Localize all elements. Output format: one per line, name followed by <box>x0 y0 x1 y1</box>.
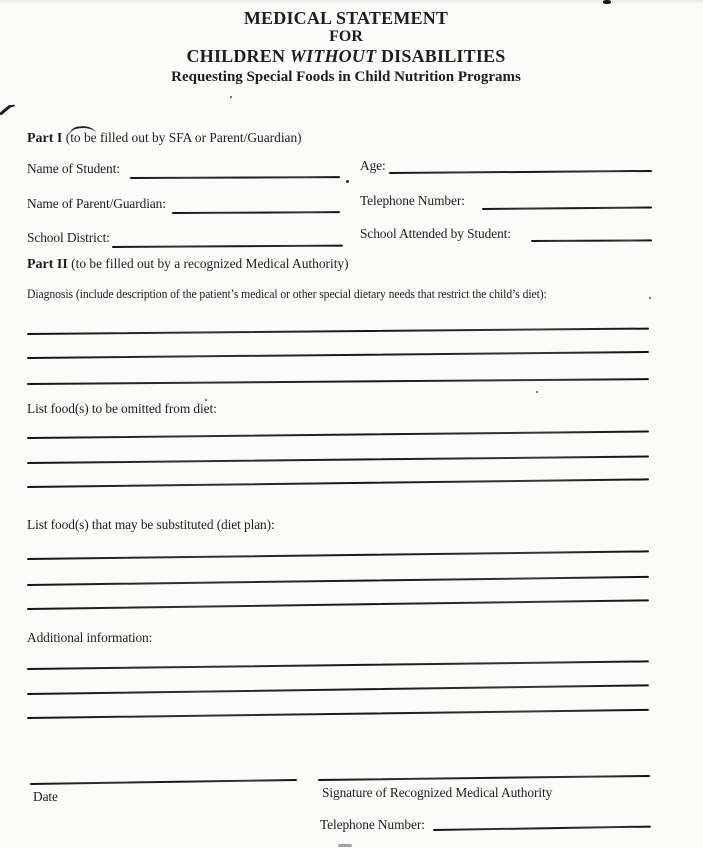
scan-edge-shadow <box>0 0 703 4</box>
field-label-signature: Signature of Recognized Medical Authority <box>322 785 553 800</box>
blank-line-foods-omitted-3 <box>27 478 649 488</box>
blank-line-additional-info-3 <box>27 709 649 719</box>
scan-speck <box>649 297 651 299</box>
blank-line-school-district <box>112 245 343 248</box>
section-label-additional-information: Additional information: <box>27 630 153 645</box>
field-label-name-of-student: Name of Student: <box>27 161 120 176</box>
scan-speck <box>536 391 538 393</box>
field-label-telephone-number: Telephone Number: <box>360 193 465 208</box>
scan-smudge <box>338 844 352 847</box>
blank-line-foods-substituted-1 <box>27 550 649 560</box>
part1-heading <box>27 130 302 147</box>
form-title-line3 <box>0 46 692 66</box>
blank-line-telephone-number <box>482 207 652 210</box>
blank-line-date <box>30 779 297 785</box>
form-title-line2: FOR <box>329 28 363 45</box>
form-subtitle: Requesting Special Foods in Child Nutrition Programs <box>171 69 521 85</box>
blank-line-diagnosis-2 <box>27 351 649 359</box>
field-label-name-of-parent-guardian: Name of Parent/Guardian: <box>27 196 166 211</box>
scan-artifact-dot <box>603 0 611 4</box>
field-label-school-attended: School Attended by Student: <box>360 226 511 241</box>
section-label-foods-omitted: List food(s) to be omitted from diet: <box>27 401 217 416</box>
blank-line-age <box>389 170 652 174</box>
title-line3-suffix: DISABILITIES <box>376 46 506 66</box>
blank-line-footer-telephone <box>433 826 651 831</box>
part1-heading-note: (to be filled out by SFA or Parent/Guardian) <box>62 130 302 145</box>
blank-line-school-attended <box>531 239 652 242</box>
part2-heading <box>27 256 349 273</box>
section-label-diagnosis: Diagnosis (include description of the patient’s medical or other special dietary needs that restrict the child’s diet): <box>27 287 547 301</box>
form-title-line1: MEDICAL STATEMENT <box>243 8 449 28</box>
blank-line-foods-omitted-1 <box>27 430 649 439</box>
section-label-foods-substituted: List food(s) that may be substituted (diet plan): <box>27 517 275 532</box>
part2-heading-note: (to be filled out by a recognized Medical Authority) <box>67 256 349 271</box>
field-label-date: Date <box>33 789 58 804</box>
part2-heading-label: Part II <box>27 257 68 272</box>
blank-line-foods-substituted-3 <box>27 599 649 610</box>
blank-line-additional-info-1 <box>27 660 649 670</box>
blank-line-foods-omitted-2 <box>27 455 649 464</box>
scan-speck <box>230 96 232 98</box>
blank-line-additional-info-2 <box>27 684 649 695</box>
blank-line-parent-guardian <box>172 211 340 214</box>
field-label-footer-telephone: Telephone Number: <box>320 817 425 832</box>
blank-line-foods-substituted-2 <box>27 576 649 586</box>
title-line3-italic: WITHOUT <box>289 46 377 66</box>
title-line3-prefix: CHILDREN <box>186 46 290 66</box>
blank-line-diagnosis-1 <box>27 328 649 335</box>
part1-heading-label: Part I <box>27 131 63 146</box>
pen-mark <box>9 104 15 107</box>
field-label-age: Age: <box>360 158 386 173</box>
blank-line-diagnosis-3 <box>27 378 649 385</box>
field-label-school-district: School District: <box>27 230 110 245</box>
blank-line-signature <box>318 775 650 781</box>
scan-speck <box>346 180 349 183</box>
form-title-block <box>0 8 692 87</box>
blank-line-name-of-student <box>130 176 340 179</box>
